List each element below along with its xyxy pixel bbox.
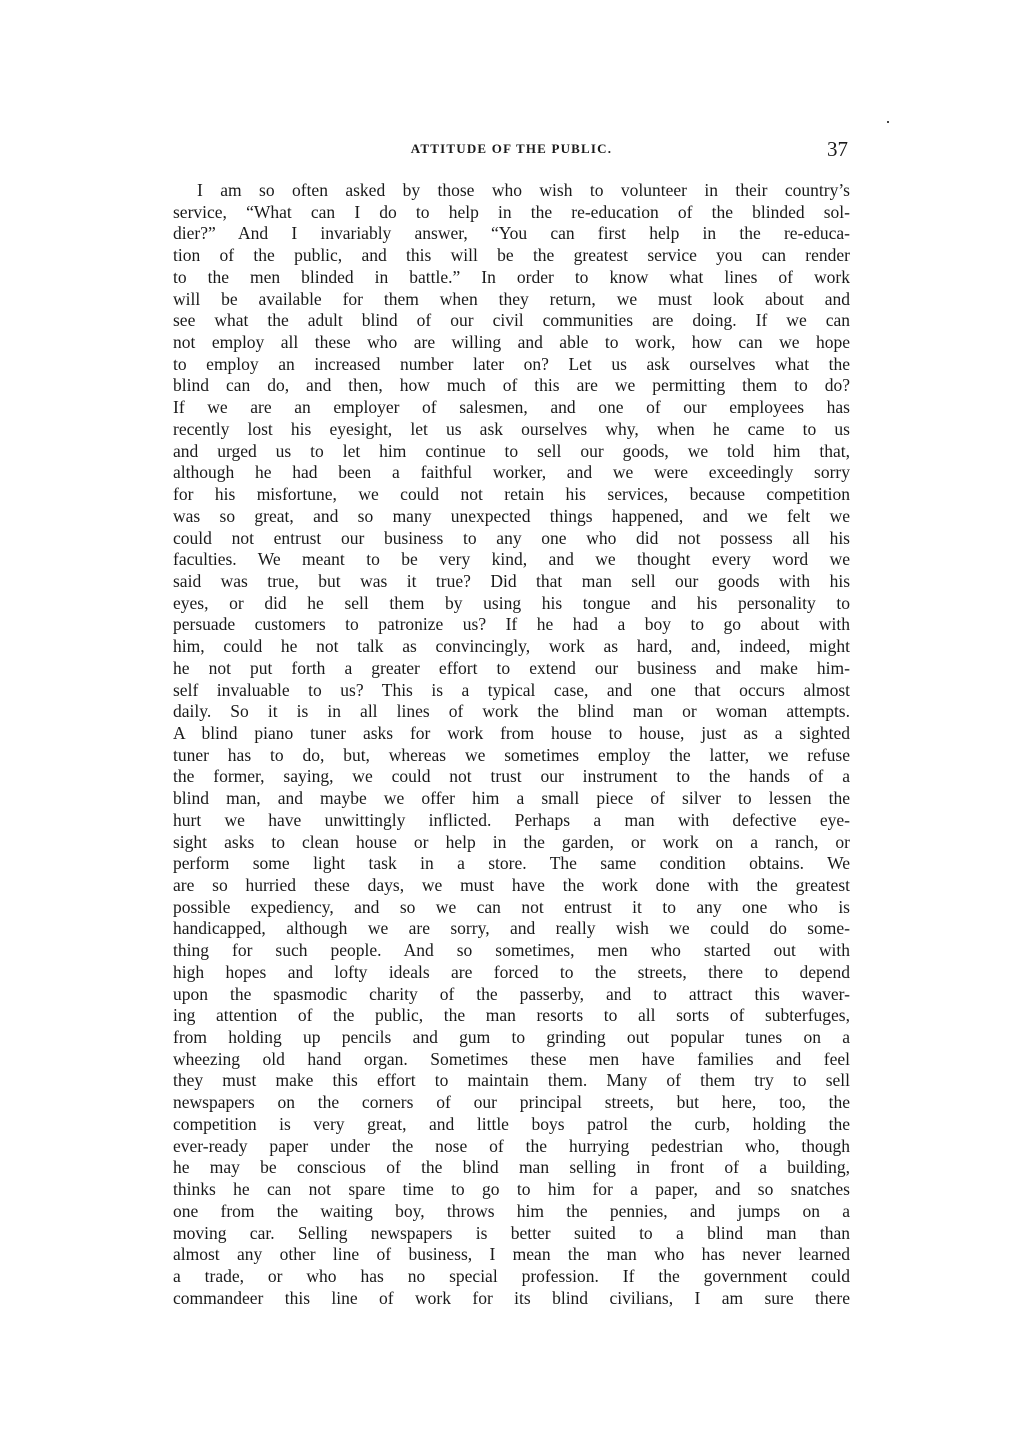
- text-line: blind man, and maybe we offer him a small piece of silver to lessen the: [173, 788, 850, 809]
- text-line: to employ an increased number later on? Let us ask ourselves what the: [173, 353, 850, 374]
- text-line: tion of the public, and this will be the greatest service you can render: [173, 245, 850, 266]
- running-head: [173, 137, 850, 167]
- text-line: ing attention of the public, the man resorts to all sorts of subterfuges,: [173, 1005, 850, 1026]
- text-line: thinks he can not spare time to go to him for a paper, and so snatches: [173, 1179, 850, 1200]
- text-line: are so hurried these days, we must have the work done with the greatest: [173, 875, 850, 895]
- text-line: they must make this effort to maintain them. Many of them try to sell: [173, 1070, 850, 1091]
- text-line: eyes, or did he sell them by using his tongue and his personality to: [173, 592, 850, 613]
- text-line: competition is very great, and little boys patrol the curb, holding the: [173, 1113, 850, 1134]
- scan-speck: [887, 121, 889, 123]
- text-line: recently lost his eyesight, let us ask ourselves why, when he came to us: [173, 418, 850, 439]
- text-line: moving car. Selling newspapers is better suited to a blind man than: [173, 1222, 850, 1243]
- text-line: service, “What can I do to help in the re-education of the blinded sol-: [173, 201, 850, 222]
- body-paragraph: [173, 180, 850, 1309]
- text-line: persuade customers to patronize us? If he had a boy to go about with: [173, 614, 850, 635]
- text-line: upon the spasmodic charity of the passerby, and to attract this waver-: [173, 983, 850, 1004]
- text-line: hurt we have unwittingly inflicted. Perhaps a man with defective eye-: [173, 809, 850, 830]
- text-line: the former, saying, we could not trust our instrument to the hands of a: [173, 766, 850, 787]
- text-line: dier?” And I invariably answer, “You can first help in the re-educa-: [173, 223, 850, 244]
- text-line: sight asks to clean house or help in the garden, or work on a ranch, or: [173, 831, 850, 852]
- text-line: blind can do, and then, how much of this are we permitting them to do?: [173, 375, 850, 396]
- text-line: for his misfortune, we could not retain his services, because competition: [173, 484, 850, 505]
- text-line: faculties. We meant to be very kind, and we thought every word we: [173, 549, 850, 570]
- text-line: perform some light task in a store. The same condition obtains. We: [173, 853, 850, 874]
- text-line: self invaluable to us? This is a typical case, and one that occurs almost: [173, 679, 850, 700]
- text-line: he not put forth a greater effort to extend our business and make him-: [173, 657, 850, 678]
- page-number: 37: [827, 137, 848, 161]
- text-line: could not entrust our business to any one who did not possess all his: [173, 527, 850, 548]
- text-line: wheezing old hand organ. Sometimes these men have families and feel: [173, 1048, 850, 1069]
- text-line: daily. So it is in all lines of work the blind man or woman attempts.: [173, 701, 850, 722]
- text-line: to the men blinded in battle.” In order to know what lines of work: [173, 266, 850, 287]
- text-line: was so great, and so many unexpected things happened, and we felt we: [173, 505, 850, 526]
- text-line: will be available for them when they return, we must look about and: [173, 288, 850, 309]
- text-line: said was true, but was it true? Did that man sell our goods with his: [173, 570, 850, 591]
- text-line: If we are an employer of salesmen, and one of our employees has: [173, 397, 850, 418]
- text-line: see what the adult blind of our civil communities are doing. If we can: [173, 310, 850, 331]
- text-line: I am so often asked by those who wish to volunteer in their country’s: [197, 180, 850, 200]
- text-line: newspapers on the corners of our principal streets, but here, too, the: [173, 1092, 850, 1113]
- text-line: and urged us to let him continue to sell our goods, we told him that,: [173, 440, 850, 461]
- text-line: high hopes and lofty ideals are forced to the streets, there to depend: [173, 961, 850, 982]
- text-line: thing for such people. And so sometimes, men who started out with: [173, 940, 850, 961]
- text-line: although he had been a faithful worker, and we were exceedingly sorry: [173, 462, 850, 483]
- text-line: commandeer this line of work for its blind civilians, I am sure there: [173, 1287, 850, 1308]
- text-line: him, could he not talk as convincingly, work as hard, and, indeed, might: [173, 636, 850, 657]
- text-line: he may be conscious of the blind man selling in front of a building,: [173, 1157, 850, 1178]
- text-line: possible expediency, and so we can not entrust it to any one who is: [173, 896, 850, 917]
- text-line: one from the waiting boy, throws him the pennies, and jumps on a: [173, 1200, 850, 1221]
- text-line: A blind piano tuner asks for work from house to house, just as a sighted: [173, 722, 850, 743]
- text-line: a trade, or who has no special profession. If the government could: [173, 1265, 850, 1286]
- running-title: ATTITUDE OF THE PUBLIC.: [410, 141, 613, 156]
- text-line: ever-ready paper under the nose of the hurrying pedestrian who, though: [173, 1135, 850, 1156]
- text-line: from holding up pencils and gum to grinding out popular tunes on a: [173, 1027, 850, 1048]
- text-line: almost any other line of business, I mean the man who has never learned: [173, 1244, 850, 1265]
- text-line: tuner has to do, but, whereas we sometimes employ the latter, we refuse: [173, 744, 850, 765]
- text-line: not employ all these who are willing and able to work, how can we hope: [173, 332, 850, 353]
- text-line: handicapped, although we are sorry, and really wish we could do some-: [173, 918, 850, 939]
